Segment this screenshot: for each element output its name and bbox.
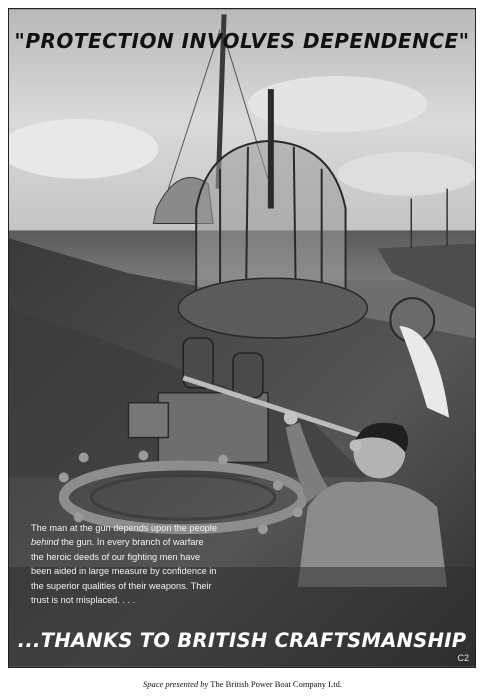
body-line-rest: the gun. In every branch of warfare [58, 537, 204, 548]
turret-base [178, 278, 367, 338]
credit-lead: Space presented by [142, 679, 209, 689]
emphasis: behind [31, 537, 59, 548]
cloud [248, 76, 427, 132]
body-line: been aided in large measure by confidence in [31, 566, 217, 577]
body-line: the superior qualities of their weapons. Their [31, 580, 212, 591]
body-line [31, 535, 271, 549]
credit-company: The British Power Boat Company Ltd. [208, 679, 343, 689]
instrument-mount [158, 393, 268, 463]
body-copy [31, 521, 271, 607]
poster-frame [8, 8, 476, 668]
tagline: ...THANKS TO BRITISH CRAFTSMANSHIP [17, 629, 467, 652]
cloud [338, 152, 475, 196]
sponsor-credit [0, 679, 485, 689]
headline: "PROTECTION INVOLVES DEPENDENCE" [14, 29, 470, 53]
body-line: The man at the gun depends upon the people [31, 523, 217, 533]
code-mark: C2 [457, 653, 469, 663]
body-line: the heroic deeds of our fighting men have [31, 551, 201, 562]
body-line: trust is not misplaced. . . . [31, 595, 136, 606]
